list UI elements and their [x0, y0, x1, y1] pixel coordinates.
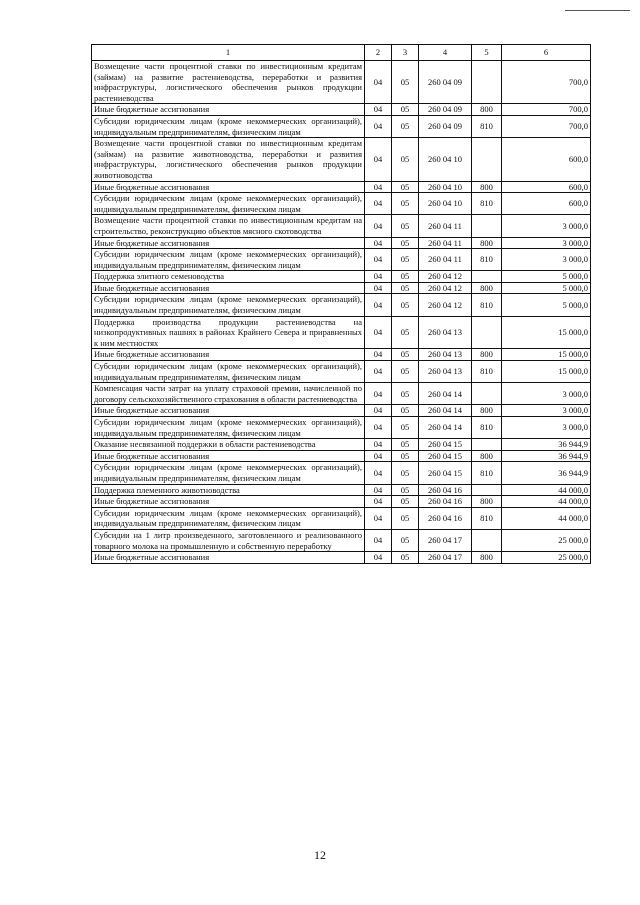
- amount-cell: 3 000,0: [502, 417, 591, 439]
- subsection-code-cell: 05: [392, 282, 419, 294]
- subsection-code-cell: 05: [392, 552, 419, 564]
- section-code-cell: 04: [365, 215, 392, 237]
- subsection-code-cell: 05: [392, 439, 419, 451]
- subsection-code-cell: 05: [392, 405, 419, 417]
- column-header: 3: [392, 45, 419, 61]
- row-name-cell: Иные бюджетные ассигнования: [92, 496, 365, 508]
- table-row: [92, 349, 591, 361]
- row-name-cell: Субсидии юридическим лицам (кроме некоммерческих организаций), индивидуальным предпринимателям, физическим лицам: [92, 249, 365, 271]
- row-name-cell: Иные бюджетные ассигнования: [92, 552, 365, 564]
- expense-type-cell: 800: [472, 450, 502, 462]
- expense-type-cell: 810: [472, 507, 502, 529]
- table-row: [92, 484, 591, 496]
- table-row: [92, 462, 591, 484]
- amount-cell: 15 000,0: [502, 316, 591, 349]
- row-name-cell: Оказание несвязанной поддержки в области растениеводства: [92, 439, 365, 451]
- amount-cell: 5 000,0: [502, 271, 591, 283]
- expense-type-cell: [472, 138, 502, 181]
- expense-type-cell: [472, 316, 502, 349]
- amount-cell: 25 000,0: [502, 529, 591, 551]
- expense-type-cell: 800: [472, 405, 502, 417]
- amount-cell: 3 000,0: [502, 405, 591, 417]
- amount-cell: 700,0: [502, 115, 591, 137]
- target-article-cell: 260 04 17: [419, 529, 472, 551]
- section-code-cell: 04: [365, 417, 392, 439]
- row-name-cell: Возмещение части процентной ставки по инвестиционным кредитам на строительство, реконструкцию объектов мясного скотоводства: [92, 215, 365, 237]
- amount-cell: 600,0: [502, 138, 591, 181]
- row-name-cell: Поддержка племенного животноводства: [92, 484, 365, 496]
- expense-type-cell: 800: [472, 181, 502, 193]
- amount-cell: 44 000,0: [502, 484, 591, 496]
- subsection-code-cell: 05: [392, 316, 419, 349]
- target-article-cell: 260 04 14: [419, 383, 472, 405]
- table-row: [92, 104, 591, 116]
- row-name-cell: Иные бюджетные ассигнования: [92, 104, 365, 116]
- subsection-code-cell: 05: [392, 450, 419, 462]
- row-name-cell: Иные бюджетные ассигнования: [92, 282, 365, 294]
- target-article-cell: 260 04 15: [419, 462, 472, 484]
- amount-cell: 3 000,0: [502, 383, 591, 405]
- row-name-cell: Субсидии юридическим лицам (кроме некоммерческих организаций), индивидуальным предпринимателям, физическим лицам: [92, 507, 365, 529]
- section-code-cell: 04: [365, 115, 392, 137]
- row-name-cell: Субсидии юридическим лицам (кроме некоммерческих организаций), индивидуальным предпринимателям, физическим лицам: [92, 294, 365, 316]
- target-article-cell: 260 04 12: [419, 271, 472, 283]
- table-row: [92, 405, 591, 417]
- row-name-cell: Субсидии юридическим лицам (кроме некоммерческих организаций), индивидуальным предпринимателям, физическим лицам: [92, 417, 365, 439]
- expense-type-cell: [472, 215, 502, 237]
- expense-type-cell: [472, 383, 502, 405]
- expense-type-cell: [472, 61, 502, 104]
- budget-table: [91, 44, 591, 564]
- expense-type-cell: 810: [472, 361, 502, 383]
- row-name-cell: Субсидии юридическим лицам (кроме некоммерческих организаций), индивидуальным предпринимателям, физическим лицам: [92, 462, 365, 484]
- target-article-cell: 260 04 16: [419, 496, 472, 508]
- section-code-cell: 04: [365, 462, 392, 484]
- target-article-cell: 260 04 10: [419, 193, 472, 215]
- section-code-cell: 04: [365, 552, 392, 564]
- row-name-cell: Иные бюджетные ассигнования: [92, 181, 365, 193]
- subsection-code-cell: 05: [392, 484, 419, 496]
- expense-type-cell: 810: [472, 115, 502, 137]
- table-row: [92, 282, 591, 294]
- target-article-cell: 260 04 15: [419, 450, 472, 462]
- table-row: [92, 439, 591, 451]
- subsection-code-cell: 05: [392, 507, 419, 529]
- table-row: [92, 361, 591, 383]
- subsection-code-cell: 05: [392, 115, 419, 137]
- section-code-cell: 04: [365, 405, 392, 417]
- subsection-code-cell: 05: [392, 215, 419, 237]
- subsection-code-cell: 05: [392, 361, 419, 383]
- row-name-cell: Субсидии юридическим лицам (кроме некоммерческих организаций), индивидуальным предпринимателям, физическим лицам: [92, 115, 365, 137]
- target-article-cell: 260 04 11: [419, 249, 472, 271]
- amount-cell: 5 000,0: [502, 294, 591, 316]
- amount-cell: 25 000,0: [502, 552, 591, 564]
- target-article-cell: 260 04 13: [419, 316, 472, 349]
- target-article-cell: 260 04 09: [419, 61, 472, 104]
- expense-type-cell: 800: [472, 282, 502, 294]
- subsection-code-cell: 05: [392, 138, 419, 181]
- section-code-cell: 04: [365, 138, 392, 181]
- target-article-cell: 260 04 09: [419, 104, 472, 116]
- subsection-code-cell: 05: [392, 271, 419, 283]
- table-row: [92, 237, 591, 249]
- row-name-cell: Иные бюджетные ассигнования: [92, 349, 365, 361]
- section-code-cell: 04: [365, 439, 392, 451]
- subsection-code-cell: 05: [392, 417, 419, 439]
- table-body: [92, 61, 591, 564]
- table-row: [92, 193, 591, 215]
- section-code-cell: 04: [365, 507, 392, 529]
- subsection-code-cell: 05: [392, 496, 419, 508]
- table-row: [92, 552, 591, 564]
- amount-cell: 36 944,9: [502, 439, 591, 451]
- expense-type-cell: 810: [472, 249, 502, 271]
- row-name-cell: Субсидии на 1 литр произведенного, заготовленного и реализованного товарного молока на промышленную и собственную переработку: [92, 529, 365, 551]
- expense-type-cell: 800: [472, 349, 502, 361]
- amount-cell: 15 000,0: [502, 349, 591, 361]
- subsection-code-cell: 05: [392, 61, 419, 104]
- expense-type-cell: 810: [472, 193, 502, 215]
- expense-type-cell: 810: [472, 294, 502, 316]
- table-row: [92, 507, 591, 529]
- amount-cell: 700,0: [502, 104, 591, 116]
- target-article-cell: 260 04 14: [419, 405, 472, 417]
- header-row: [92, 45, 591, 61]
- section-code-cell: 04: [365, 193, 392, 215]
- column-header: 6: [502, 45, 591, 61]
- column-header: 5: [472, 45, 502, 61]
- subsection-code-cell: 05: [392, 104, 419, 116]
- target-article-cell: 260 04 12: [419, 282, 472, 294]
- row-name-cell: Компенсация части затрат на уплату страховой премии, начисленной по договору сельскохозяйственного страхования в области растениеводства: [92, 383, 365, 405]
- table-row: [92, 316, 591, 349]
- expense-type-cell: [472, 484, 502, 496]
- row-name-cell: Возмещение части процентной ставки по инвестиционным кредитам (займам) на развитие животноводства, переработки и развития инфраструктуры, логистического обеспечения рынков продукции животноводства: [92, 138, 365, 181]
- row-name-cell: Возмещение части процентной ставки по инвестиционным кредитам (займам) на развитие растениеводства, переработки и развития инфраструктуры, логистического обеспечения рынков продукции растениеводства: [92, 61, 365, 104]
- subsection-code-cell: 05: [392, 349, 419, 361]
- row-name-cell: Иные бюджетные ассигнования: [92, 237, 365, 249]
- row-name-cell: Поддержка производства продукции растениеводства на низкопродуктивных пашнях в районах Крайнего Севера и приравненных к ним местностях: [92, 316, 365, 349]
- amount-cell: 3 000,0: [502, 215, 591, 237]
- amount-cell: 36 944,9: [502, 450, 591, 462]
- section-code-cell: 04: [365, 496, 392, 508]
- corner-rule: [565, 10, 630, 11]
- section-code-cell: 04: [365, 361, 392, 383]
- section-code-cell: 04: [365, 484, 392, 496]
- target-article-cell: 260 04 16: [419, 484, 472, 496]
- table-row: [92, 450, 591, 462]
- column-header: 4: [419, 45, 472, 61]
- expense-type-cell: [472, 439, 502, 451]
- amount-cell: 600,0: [502, 181, 591, 193]
- target-article-cell: 260 04 10: [419, 138, 472, 181]
- amount-cell: 44 000,0: [502, 496, 591, 508]
- subsection-code-cell: 05: [392, 294, 419, 316]
- target-article-cell: 260 04 16: [419, 507, 472, 529]
- target-article-cell: 260 04 11: [419, 215, 472, 237]
- table-row: [92, 294, 591, 316]
- subsection-code-cell: 05: [392, 181, 419, 193]
- target-article-cell: 260 04 13: [419, 349, 472, 361]
- row-name-cell: Иные бюджетные ассигнования: [92, 450, 365, 462]
- section-code-cell: 04: [365, 282, 392, 294]
- expense-type-cell: [472, 271, 502, 283]
- section-code-cell: 04: [365, 181, 392, 193]
- amount-cell: 700,0: [502, 61, 591, 104]
- row-name-cell: Поддержка элитного семеноводства: [92, 271, 365, 283]
- target-article-cell: 260 04 14: [419, 417, 472, 439]
- section-code-cell: 04: [365, 450, 392, 462]
- table-row: [92, 181, 591, 193]
- section-code-cell: 04: [365, 349, 392, 361]
- table-row: [92, 271, 591, 283]
- table-row: [92, 529, 591, 551]
- amount-cell: 15 000,0: [502, 361, 591, 383]
- section-code-cell: 04: [365, 294, 392, 316]
- section-code-cell: 04: [365, 61, 392, 104]
- subsection-code-cell: 05: [392, 193, 419, 215]
- row-name-cell: Субсидии юридическим лицам (кроме некоммерческих организаций), индивидуальным предпринимателям, физическим лицам: [92, 193, 365, 215]
- amount-cell: 36 944,9: [502, 462, 591, 484]
- table-row: [92, 61, 591, 104]
- target-article-cell: 260 04 12: [419, 294, 472, 316]
- expense-type-cell: 810: [472, 462, 502, 484]
- expense-type-cell: 810: [472, 417, 502, 439]
- section-code-cell: 04: [365, 104, 392, 116]
- expense-type-cell: 800: [472, 496, 502, 508]
- target-article-cell: 260 04 10: [419, 181, 472, 193]
- expense-type-cell: 800: [472, 104, 502, 116]
- section-code-cell: 04: [365, 316, 392, 349]
- row-name-cell: Иные бюджетные ассигнования: [92, 405, 365, 417]
- amount-cell: 3 000,0: [502, 237, 591, 249]
- table-row: [92, 249, 591, 271]
- amount-cell: 5 000,0: [502, 282, 591, 294]
- page-number: 12: [314, 848, 326, 862]
- section-code-cell: 04: [365, 271, 392, 283]
- target-article-cell: 260 04 15: [419, 439, 472, 451]
- amount-cell: 44 000,0: [502, 507, 591, 529]
- table-row: [92, 138, 591, 181]
- expense-type-cell: [472, 529, 502, 551]
- table-row: [92, 115, 591, 137]
- expense-type-cell: 800: [472, 237, 502, 249]
- expense-type-cell: 800: [472, 552, 502, 564]
- target-article-cell: 260 04 11: [419, 237, 472, 249]
- amount-cell: 600,0: [502, 193, 591, 215]
- subsection-code-cell: 05: [392, 249, 419, 271]
- row-name-cell: Субсидии юридическим лицам (кроме некоммерческих организаций), индивидуальным предпринимателям, физическим лицам: [92, 361, 365, 383]
- subsection-code-cell: 05: [392, 529, 419, 551]
- table-row: [92, 496, 591, 508]
- target-article-cell: 260 04 17: [419, 552, 472, 564]
- table-row: [92, 383, 591, 405]
- table-row: [92, 417, 591, 439]
- column-header: 2: [365, 45, 392, 61]
- table-row: [92, 215, 591, 237]
- section-code-cell: 04: [365, 529, 392, 551]
- amount-cell: 3 000,0: [502, 249, 591, 271]
- target-article-cell: 260 04 13: [419, 361, 472, 383]
- section-code-cell: 04: [365, 249, 392, 271]
- target-article-cell: 260 04 09: [419, 115, 472, 137]
- subsection-code-cell: 05: [392, 462, 419, 484]
- subsection-code-cell: 05: [392, 383, 419, 405]
- section-code-cell: 04: [365, 237, 392, 249]
- column-header: 1: [92, 45, 365, 61]
- subsection-code-cell: 05: [392, 237, 419, 249]
- section-code-cell: 04: [365, 383, 392, 405]
